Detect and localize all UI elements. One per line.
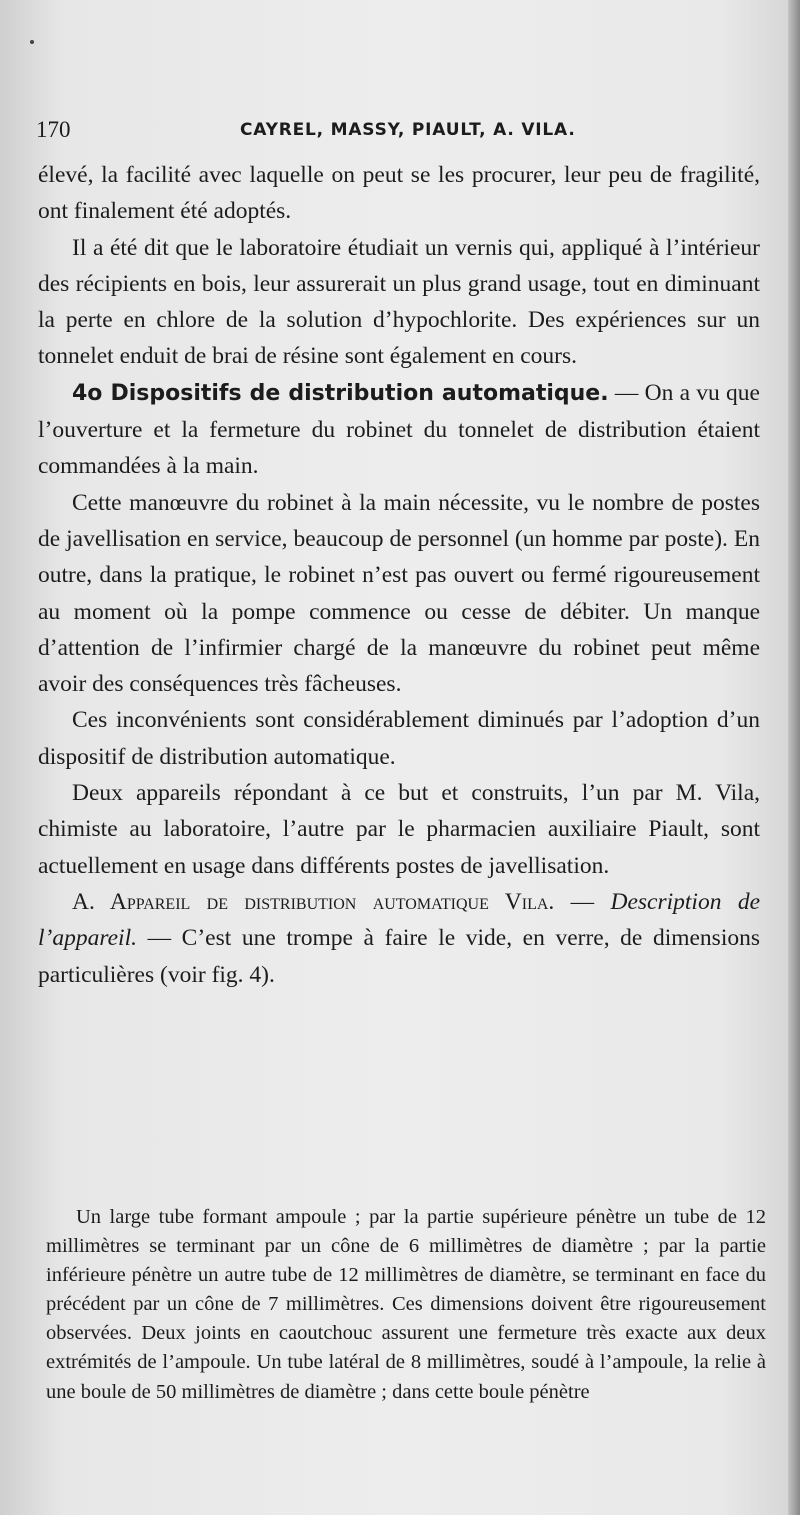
paragraph-appareil-vila bbox=[38, 884, 760, 993]
page-header bbox=[36, 117, 766, 145]
paragraph-inconvenients: Ces inconvénients sont considérablement diminués par l’adoption d’un dispositif de distribution automatique. bbox=[38, 707, 760, 770]
paragraph-continuation: élevé, la facilité avec laquelle on peut se les procurer, leur peu de fragilité, ont finalement été adoptés. bbox=[38, 162, 760, 225]
running-head: CAYREL, MASSY, PIAULT, A. VILA. bbox=[240, 120, 576, 140]
margin-dot bbox=[30, 40, 34, 44]
paragraph-manoeuvre: Cette manœuvre du robinet à la main nécessite, vu le nombre de postes de javellisation en service, beaucoup de personnel (un homme par poste). En outre, dans la pratique, le robinet n’est pas ouvert ou fermé rigoureusement au moment où la pompe commence ou cesse de débiter. Un manque d’attention de l’infirmier chargé de la manœuvre du robinet peut même avoir des conséquences très fâcheuses. bbox=[38, 489, 760, 698]
description-text: — C’est une trompe à faire le vide, en verre, de dimensions particulières (voir fig. 4). bbox=[38, 925, 760, 988]
description-heading: Description de l’appareil. bbox=[38, 888, 760, 952]
section-intro-text: — On a vu que l’ouverture et la fermeture du robinet du tonnelet de distribution étaient commandées à la main. bbox=[38, 379, 760, 480]
page-number: 170 bbox=[36, 117, 71, 142]
paragraph-tube-description: Un large tube formant ampoule ; par la partie supérieure pénètre un tube de 12 millimètres se terminant par un cône de 6 millimètres de diamètre ; par la partie inférieure pénètre un autre tube de 12 millimètres de diamètre, se terminant en face du précédent par un cône de 7 millimètres. Ces dimensions doivent être rigoureusement observées. Deux joints en caoutchouc assurent une fermeture très exacte aux deux extrémités de l’ampoule. Un tube latéral de 8 millimètres, soudé à l’ampoule, la relie à une boule de 50 millimètres de diamètre ; dans cette boule pénètre bbox=[46, 1206, 766, 1403]
heading-dash: — bbox=[554, 888, 611, 915]
page-edge-shadow bbox=[788, 0, 800, 1515]
main-text bbox=[38, 157, 760, 993]
section-heading: 4o Dispositifs de distribution automatique. bbox=[72, 380, 609, 406]
paragraph-vernis: Il a été dit que le laboratoire étudiait un vernis qui, appliqué à l’intérieur des récipients en bois, leur assurerait un plus grand usage, tout en diminuant la perte en chlore de la solution d’hypochlorite. Des expériences sur un tonnelet enduit de brai de résine sont également en cours. bbox=[38, 234, 760, 370]
paragraph-appareils: Deux appareils répondant à ce but et construits, l’un par M. Vila, chimiste au laboratoire, l’autre par le pharmacien auxiliaire Piault, sont actuellement en usage dans différents postes de javellisation. bbox=[38, 780, 760, 879]
small-print-block bbox=[46, 1203, 766, 1407]
subsection-heading: A. Appareil de distribution automatique Vila. bbox=[72, 888, 555, 915]
paragraph-dispositifs bbox=[38, 375, 760, 485]
